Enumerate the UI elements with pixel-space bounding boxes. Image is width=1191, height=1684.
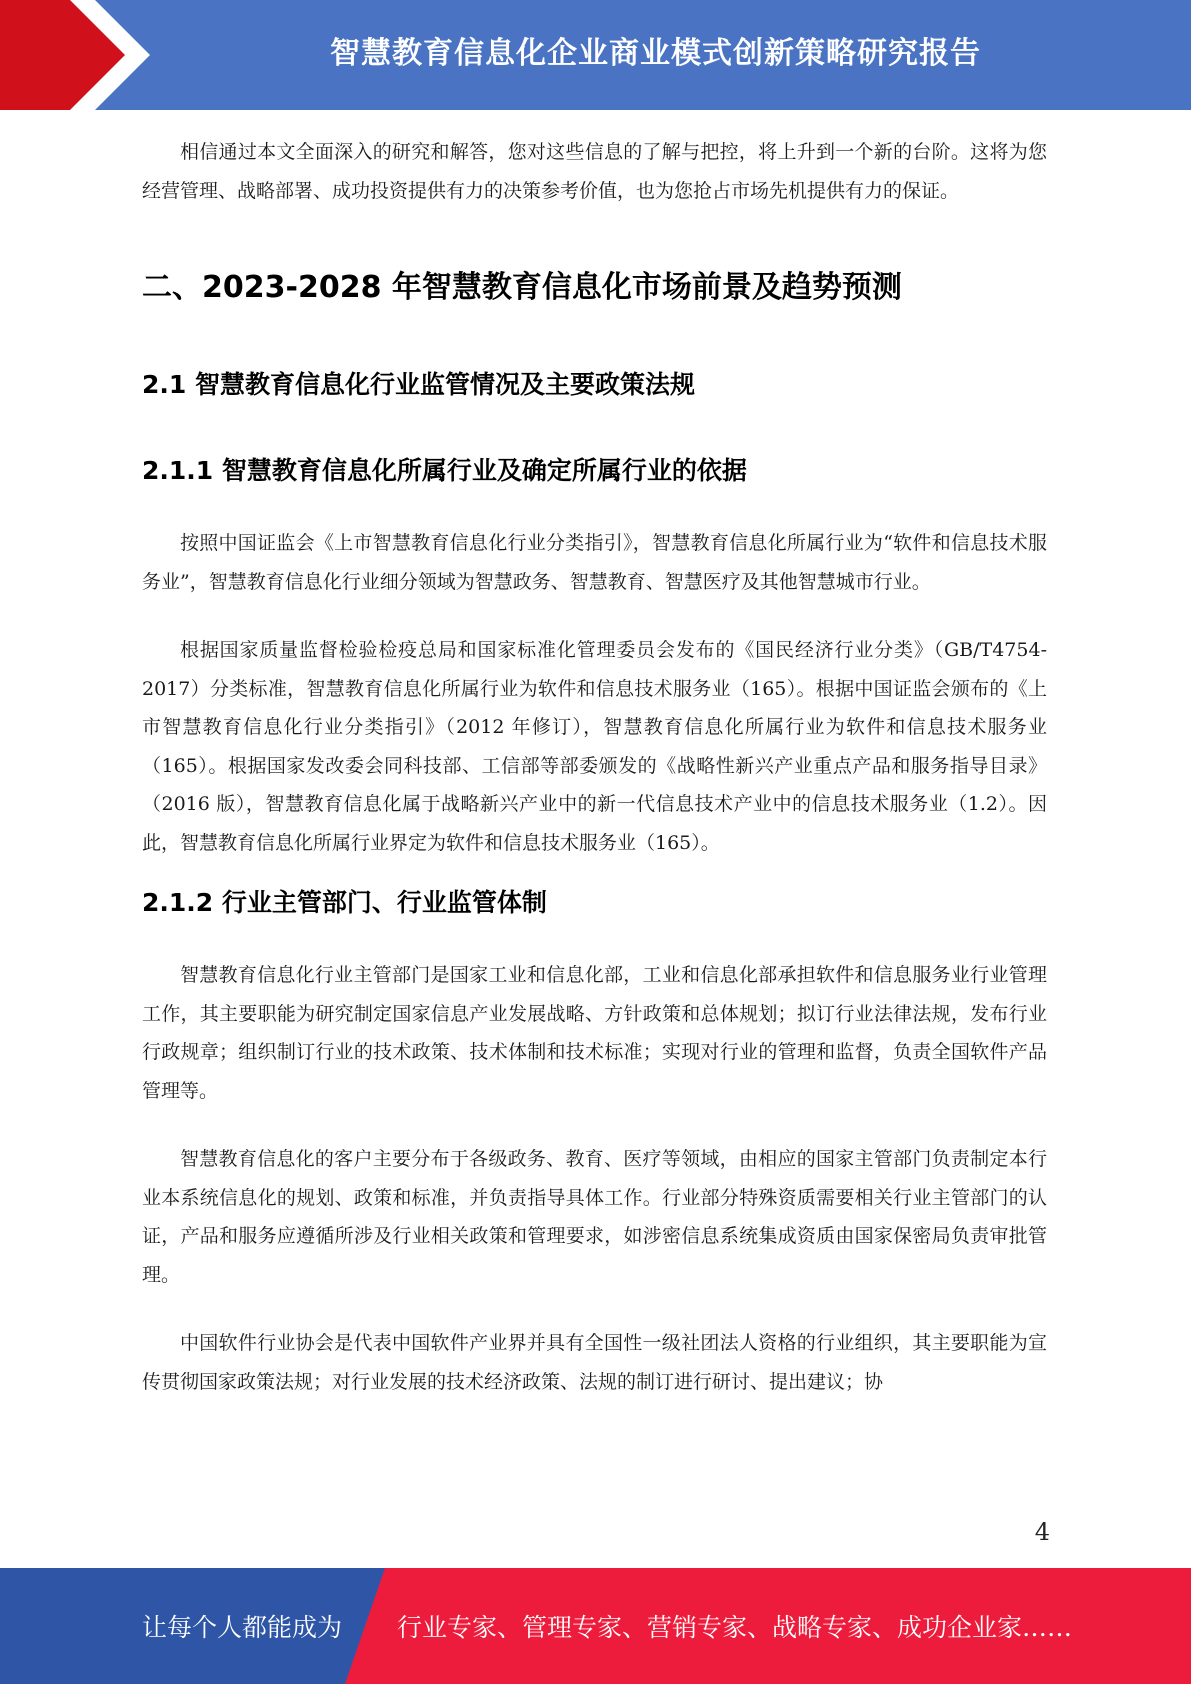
paragraph: 中国软件行业协会是代表中国软件产业界并具有全国性一级社团法人资格的行业组织，其主要职能为宣传贯彻国家政策法规；对行业发展的技术经济政策、法规的制订进行研讨、提出建议；协 (142, 1332, 1047, 1393)
paragraph: 智慧教育信息化行业主管部门是国家工业和信息化部，工业和信息化部承担软件和信息服务业行业管理工作，其主要职能为研究制定国家信息产业发展战略、方针政策和总体规划；拟订行业法律法规，发布行业行政规章；组织制订行业的技术政策、技术体制和技术标准；实现对行业的管理和监督，负责全国软件产品管理等。 (142, 964, 1047, 1102)
section-2-1-2-heading: 2.1.2 行业主管部门、行业监管体制 (142, 888, 547, 917)
header-band (0, 0, 1191, 110)
page-number: 4 (1034, 1518, 1050, 1546)
report-title: 智慧教育信息化企业商业模式创新策略研究报告 (330, 36, 981, 71)
document-body (142, 133, 1047, 1401)
footer-band (0, 1568, 1191, 1684)
header-arrow-graphic (0, 0, 160, 110)
footer-slogan-left: 让每个人都能成为 (142, 1613, 343, 1642)
section-2-heading: 二、2023-2028 年智慧教育信息化市场前景及趋势预测 (142, 270, 902, 305)
section-2-1-heading: 2.1 智慧教育信息化行业监管情况及主要政策法规 (142, 370, 695, 399)
intro-paragraph: 相信通过本文全面深入的研究和解答，您对这些信息的了解与把控，将上升到一个新的台阶。这将为您经营管理、战略部署、成功投资提供有力的决策参考价值，也为您抢占市场先机提供有力的保证。 (142, 141, 1047, 202)
section-2-1-1-heading: 2.1.1 智慧教育信息化所属行业及确定所属行业的依据 (142, 456, 747, 485)
footer-slogan-right: 行业专家、管理专家、营销专家、战略专家、成功企业家…… (397, 1613, 1073, 1642)
paragraph: 按照中国证监会《上市智慧教育信息化行业分类指引》，智慧教育信息化所属行业为“软件和信息技术服务业”，智慧教育信息化行业细分领域为智慧政务、智慧教育、智慧医疗及其他智慧城市行业。 (142, 532, 1047, 593)
paragraph: 智慧教育信息化的客户主要分布于各级政务、教育、医疗等领域，由相应的国家主管部门负责制定本行业本系统信息化的规划、政策和标准，并负责指导具体工作。行业部分特殊资质需要相关行业主管部门的认证，产品和服务应遵循所涉及行业相关政策和管理要求，如涉密信息系统集成资质由国家保密局负责审批管理。 (142, 1148, 1047, 1286)
paragraph: 根据国家质量监督检验检疫总局和国家标准化管理委员会发布的《国民经济行业分类》（GB/T4754-2017）分类标准，智慧教育信息化所属行业为软件和信息技术服务业（165）。根据中国证监会颁布的《上市智慧教育信息化行业分类指引》（2012 年修订），智慧教育信息化所属行业为软件和信息技术服务业（165）。根据国家发改委会同科技部、工信部等部委颁发的《战略性新兴产业重点产品和服务指导目录》（2016 版），智慧教育信息化属于战略新兴产业中的新一代信息技术产业中的信息技术服务业（1.2）。因此，智慧教育信息化所属行业界定为软件和信息技术服务业（165）。 (142, 639, 1047, 854)
